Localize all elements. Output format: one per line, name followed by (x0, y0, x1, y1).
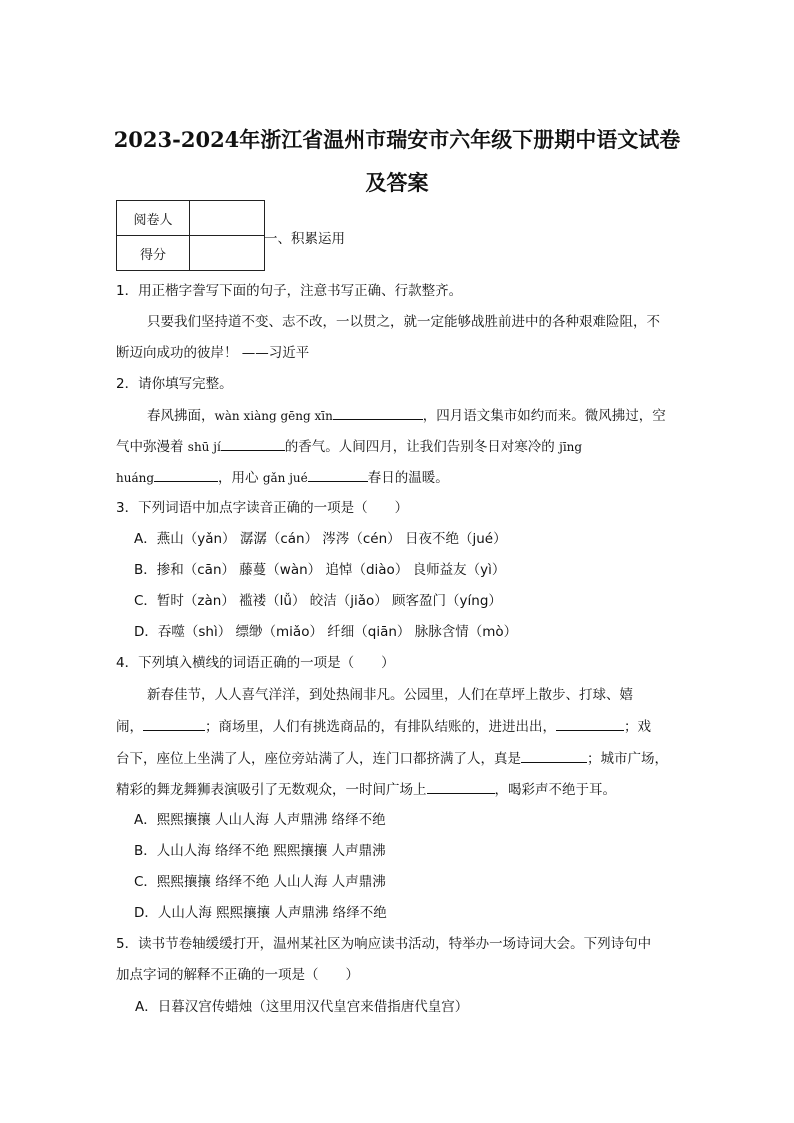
q4-option-c[interactable]: C．熙熙攘攘 络绎不绝 人山人海 人声鼎沸 (134, 874, 386, 890)
q2-blank-3[interactable] (154, 467, 218, 482)
q4-p2-text-c: ；戏 (624, 719, 651, 735)
q4-p3-text-a: 台下，座位上坐满了人，座位旁站满了人，连门口都挤满了人，真是 (116, 751, 521, 767)
q2-pinyin-3a: jīng (559, 440, 583, 454)
q4-p3-text-b: ；城市广场， (587, 751, 668, 767)
q4-option-b[interactable]: B．人山人海 络绎不绝 熙熙攘攘 人声鼎沸 (134, 843, 386, 859)
q4-option-a[interactable]: A．熙熙攘攘 人山人海 人声鼎沸 络绎不绝 (134, 812, 386, 828)
q2-line1 (147, 405, 666, 426)
q1-stem: 1．用正楷字誊写下面的句子，注意书写正确、行款整齐。 (116, 283, 463, 299)
q5-stem-line1: 5．读书节卷轴缓缓打开，温州某社区为响应读书活动，特举办一场诗词大会。下列诗句中 (116, 936, 652, 952)
q2-l1-text-b: ，四月语文集市如约而来。微风拂过，空 (422, 408, 666, 424)
q4-p4-text-a: 精彩的舞龙舞狮表演吸引了无数观众，一时间广场上 (116, 782, 427, 798)
score-table (116, 200, 265, 271)
score-cell (190, 236, 265, 271)
q4-blank-4[interactable] (427, 779, 495, 794)
q2-l2-text-b: 的香气。人间四月，让我们告别冬日对寒冷的 (284, 439, 560, 455)
q2-l2-text-a: 气中弥漫着 (116, 439, 188, 455)
q2-pinyin-1: wàn xiàng gēng xīn (214, 409, 333, 423)
q2-l1-text-a: 春风拂面， (147, 408, 215, 424)
q2-stem: 2．请你填写完整。 (116, 376, 233, 392)
section-heading: 一、积累运用 (264, 231, 345, 247)
q3-option-a[interactable]: A．燕山（yǎn） 潺潺（cán） 涔涔（cén） 日夜不绝（jué） (134, 531, 507, 547)
q4-p4-text-b: ，喝彩声不绝于耳。 (494, 782, 616, 798)
q5-option-a[interactable]: A．日暮汉宫传蜡烛（这里用汉代皇宫来借指唐代皇宫） (135, 999, 469, 1015)
q2-pinyin-4: gǎn jué (262, 471, 308, 485)
q1-quote-line1: 只要我们坚持道不变、志不改，一以贯之，就一定能够战胜前进中的各种艰难险阻，不 (147, 314, 660, 330)
q2-l3-text-b: 春日的温暖。 (367, 470, 449, 486)
grader-cell (190, 201, 265, 236)
q2-blank-4[interactable] (308, 467, 368, 482)
q2-line2 (116, 436, 582, 457)
q4-blank-2[interactable] (556, 716, 624, 731)
q4-stem: 4．下列填入横线的词语正确的一项是（ ） (116, 655, 395, 671)
q2-pinyin-2: shū jí (187, 440, 221, 454)
q2-blank-2[interactable] (221, 436, 285, 451)
q4-para-line2 (116, 716, 651, 737)
q2-pinyin-3b: huáng (116, 471, 155, 485)
q2-line3 (116, 467, 449, 488)
q4-para-line3 (116, 748, 668, 769)
q2-l3-text-a: ，用心 (218, 470, 263, 486)
exam-title-line1: 2023-2024年浙江省温州市瑞安市六年级下册期中语文试卷 (113, 127, 681, 152)
q3-option-c[interactable]: C．暂时（zàn） 褴褛（lǚ） 皎洁（jiǎo） 顾客盈门（yíng） (134, 593, 502, 609)
q4-p2-text-b: ；商场里，人们有挑选商品的，有排队结账的，进进出出， (205, 719, 556, 735)
q4-option-d[interactable]: D．人山人海 熙熙攘攘 人声鼎沸 络绎不绝 (134, 905, 387, 921)
grader-label: 阅卷人 (117, 201, 190, 236)
q4-p2-text-a: 闹， (116, 719, 143, 735)
q4-blank-3[interactable] (521, 748, 587, 763)
q1-quote-line2: 断迈向成功的彼岸！ ——习近平 (116, 345, 310, 361)
score-label: 得分 (117, 236, 190, 271)
q3-option-d[interactable]: D．吞噬（shì） 缥缈（miǎo） 纤细（qiān） 脉脉含情（mò） (134, 624, 518, 640)
q3-stem: 3．下列词语中加点字读音正确的一项是（ ） (116, 500, 409, 516)
q4-para-line1: 新春佳节，人人喜气洋洋，到处热闹非凡。公园里，人们在草坪上散步、打球、嬉 (147, 687, 633, 703)
q5-stem-line2: 加点字词的解释不正确的一项是（ ） (116, 967, 359, 983)
q4-para-line4 (116, 779, 616, 800)
exam-title-line2: 及答案 (365, 170, 429, 195)
q4-blank-1[interactable] (143, 716, 205, 731)
q3-option-b[interactable]: B．掺和（cān） 藤蔓（wàn） 追悼（diào） 良师益友（yì） (134, 562, 506, 578)
q2-blank-1[interactable] (333, 405, 423, 420)
